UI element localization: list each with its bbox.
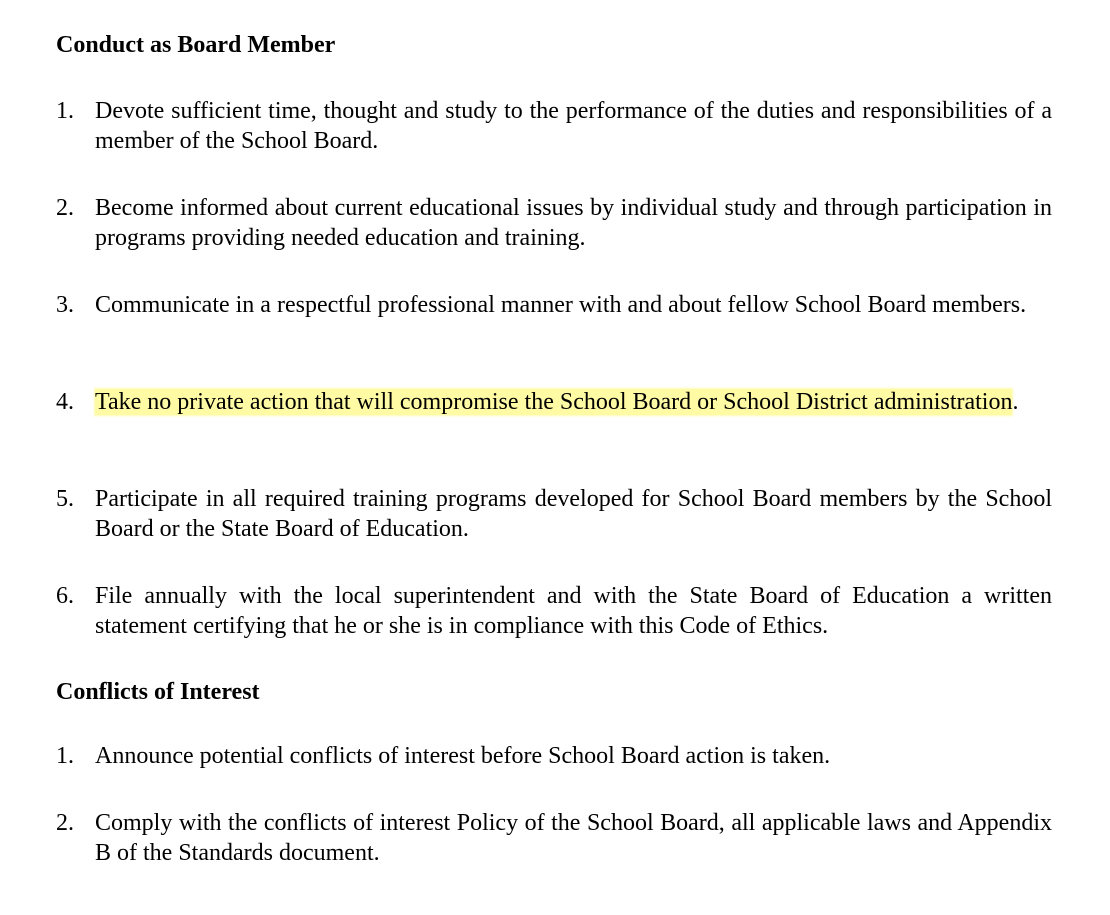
section-heading-conduct: Conduct as Board Member xyxy=(56,32,336,58)
list-item xyxy=(56,484,1052,544)
item-number: 1. xyxy=(56,743,74,769)
list-item xyxy=(56,96,1052,156)
item-text: Become informed about current educational issues by individual study and through participation in programs providing needed education and training. xyxy=(95,195,1052,251)
item-number: 2. xyxy=(56,810,74,836)
item-text: Communicate in a respectful professional manner with and about fellow School Board members. xyxy=(95,292,1027,318)
item-text: File annually with the local superintendent and with the State Board of Education a written statement certifying that he or she is in compliance with this Code of Ethics. xyxy=(95,583,1052,639)
item-trailing-punctuation: . xyxy=(1012,389,1019,415)
item-number: 5. xyxy=(56,486,74,512)
list-item-highlighted xyxy=(56,387,1052,417)
item-number: 1. xyxy=(56,98,74,124)
list-item xyxy=(56,741,1052,771)
item-text: Participate in all required training programs developed for School Board members by the School Board or the State Board of Education. xyxy=(95,486,1052,542)
item-text: Comply with the conflicts of interest Policy of the School Board, all applicable laws and Appendix B of the Standards document. xyxy=(95,810,1052,866)
item-text: Announce potential conflicts of interest before School Board action is taken. xyxy=(95,743,831,769)
highlighted-text: Take no private action that will compromise the School Board or School District administration xyxy=(95,389,1013,415)
item-text xyxy=(95,387,1052,417)
list-item xyxy=(56,581,1052,641)
list-item xyxy=(56,193,1052,253)
item-text: Devote sufficient time, thought and study to the performance of the duties and responsibilities of a member of the School Board. xyxy=(95,98,1052,154)
list-item xyxy=(56,290,1052,320)
item-number: 4. xyxy=(56,389,74,415)
item-number: 2. xyxy=(56,195,74,221)
item-number: 3. xyxy=(56,292,74,318)
section-heading-conflicts: Conflicts of Interest xyxy=(56,679,260,705)
item-number: 6. xyxy=(56,583,74,609)
list-item xyxy=(56,808,1052,868)
